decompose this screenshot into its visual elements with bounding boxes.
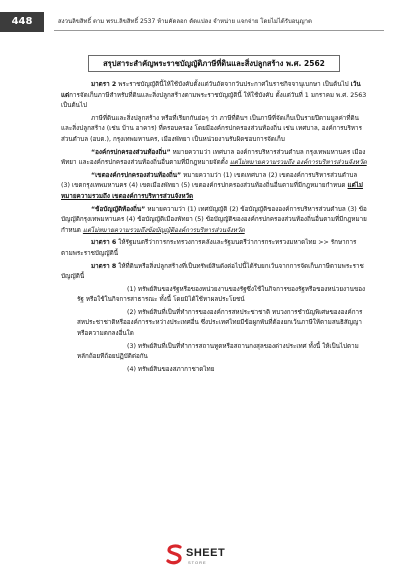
footer-logo: [166, 544, 256, 574]
section-6-label: มาตรา 6: [91, 239, 117, 247]
local-area-term: “เขตองค์กรปกครองส่วนท้องถิ่น”: [91, 171, 182, 179]
header-divider: [54, 30, 384, 31]
local-area-text: หมายความว่า (1) เขตเทศบาล (2) เขตองค์การบริหารส่วนตำบล (3) เขตกรุงเทพมหานคร (4) เขตเมืองพัทยา (5) เขตองค์กรปกครองส่วนท้องถิ่นอื่นตามที่มีกฎหมายกำหนด: [61, 171, 358, 190]
paragraph-local-org: [61, 148, 367, 169]
section-2-label: มาตรา 2: [91, 81, 117, 88]
exemption-item: (1) ทรัพย์สินของรัฐหรือของหน่วยงานของรัฐซึ่งใช้ในกิจการของรัฐหรือของหน่วยงานของรัฐ หรือใช้ในกิจการสาธารณะ ทั้งนี้ โดยมิได้ใช้หาผลประโยชน์: [77, 285, 366, 304]
section-2-exception: เว้นแต่: [61, 81, 361, 99]
paragraph-section-6: [61, 238, 367, 259]
paragraph-section-8: [61, 262, 367, 283]
copyright-notice: สงวนลิขสิทธิ์ ตาม พรบ.ลิขสิทธิ์ 2537 ห้ามคัดลอก ดัดแปลง จำหน่าย แจกจ่าย โดยไม่ได้รับอนุญาต: [58, 18, 312, 25]
logo-wordmark: SHEET: [186, 547, 226, 559]
local-ordinance-text: หมายความว่า (1) เทศบัญญัติ (2) ข้อบัญญัติขององค์การบริหารส่วนตำบล (3) ข้อบัญญัติกรุงเทพมหานคร (4) ข้อบัญญัติเมืองพัทยา (5) ข้อบัญญัติขององค์กรปกครองส่วนท้องถิ่นอื่นตามที่มีกฎหมายกำหนด: [61, 205, 367, 234]
paragraph-local-ordinance: [61, 205, 367, 237]
local-ordinance-exclusion: แต่ไม่หมายความรวมถึงข้อบัญญัติองค์การบริหารส่วนจังหวัด: [82, 226, 245, 234]
local-org-text: หมายความว่า เทศบาล องค์การบริหารส่วนตำบล กรุงเทพมหานคร เมืองพัทยา และองค์กรปกครองส่วนท้องถิ่นอื่นตามที่มีกฎหมายจัดตั้ง: [61, 148, 366, 167]
document-body: [61, 80, 367, 377]
local-area-exclusion: แต่ไม่หมายความรวมถึง เขตองค์การบริหารส่วนจังหวัด: [61, 182, 363, 200]
exemption-item: (2) ทรัพย์สินที่เป็นที่ทำการขององค์การสหประชาชาติ ทบวงการชำนัญพิเศษขององค์การสหประชาชาติหรือองค์การระหว่างประเทศอื่น ซึ่งประเทศไทยมีข้อผูกพันที่ต้องยกเว้นภาษีให้ตามสนธิสัญญาหรือความตกลงอื่นใด: [77, 308, 363, 338]
section-2-text: พระราชบัญญัตินี้ให้ใช้บังคับตั้งแต่วันถัดจากวันประกาศในราชกิจจานุเบกษา เป็นต้นไป: [116, 81, 351, 88]
sheet-logo-icon: [166, 544, 184, 566]
paragraph-tax-definition: ภาษีที่ดินและสิ่งปลูกสร้าง หรือที่เรียกกันย่อๆ ว่า ภาษีที่ดินฯ เป็นภาษีที่จัดเก็บเป็นรายปีตามมูลค่าที่ดินและสิ่งปลูกสร้าง (เช่น บ้าน อาคาร) ที่ครอบครอง โดยมีองค์กรปกครองส่วนท้องถิ่น เช่น เทศบาล, องค์การบริหารส่วนตำบล (อบต.), กรุงเทพมหานคร, เมืองพัทยา เป็นหน่วยงานรับผิดชอบการจัดเก็บ: [61, 114, 362, 143]
document-title: สรุปสาระสำคัญพระราชบัญญัติภาษีที่ดินและสิ่งปลูกสร้าง พ.ศ. 2562: [88, 55, 340, 72]
exemption-item: (4) ทรัพย์สินของสภากาชาดไทย: [127, 365, 215, 373]
exemption-item: (3) ทรัพย์สินที่เป็นที่ทำการสถานทูตหรือสถานกงสุลของต่างประเทศ ทั้งนี้ ให้เป็นไปตามหลักถ้อยทีถ้อยปฏิบัติต่อกัน: [77, 342, 359, 361]
paragraph-section-2: [61, 80, 367, 112]
local-org-exclusion: แต่ไม่หมายความรวมถึง องค์การบริหารส่วนจังหวัด: [229, 159, 367, 167]
section-8-text: ให้ที่ดินหรือสิ่งปลูกสร้างที่เป็นทรัพย์สินดังต่อไปนี้ได้รับยกเว้นจากการจัดเก็บภาษีตามพระราชบัญญัตินี้: [61, 262, 364, 281]
logo-subtext: STORE: [188, 560, 207, 565]
local-org-term: “องค์กรปกครองส่วนท้องถิ่น”: [91, 148, 171, 156]
section-2-text-cont: การจัดเก็บภาษีสำหรับที่ดินและสิ่งปลูกสร้างตามพระราชบัญญัตินี้ ให้ใช้บังคับ ตั้งแต่วันที่ 1 มกราคม พ.ศ. 2563 เป็นต้นไป: [61, 91, 367, 110]
section-6-text: ให้รัฐมนตรีว่าการกระทรวงการคลังและรัฐมนตรีว่าการกระทรวงมหาดไทย >> รักษาการตามพระราชบัญญัตินี้: [61, 239, 357, 257]
page-number: 448: [0, 12, 44, 32]
section-8-label: มาตรา 8: [91, 262, 117, 270]
page-header: [0, 8, 416, 38]
paragraph-local-area: [61, 171, 367, 203]
local-ordinance-term: “ข้อบัญญัติท้องถิ่น”: [91, 205, 146, 213]
